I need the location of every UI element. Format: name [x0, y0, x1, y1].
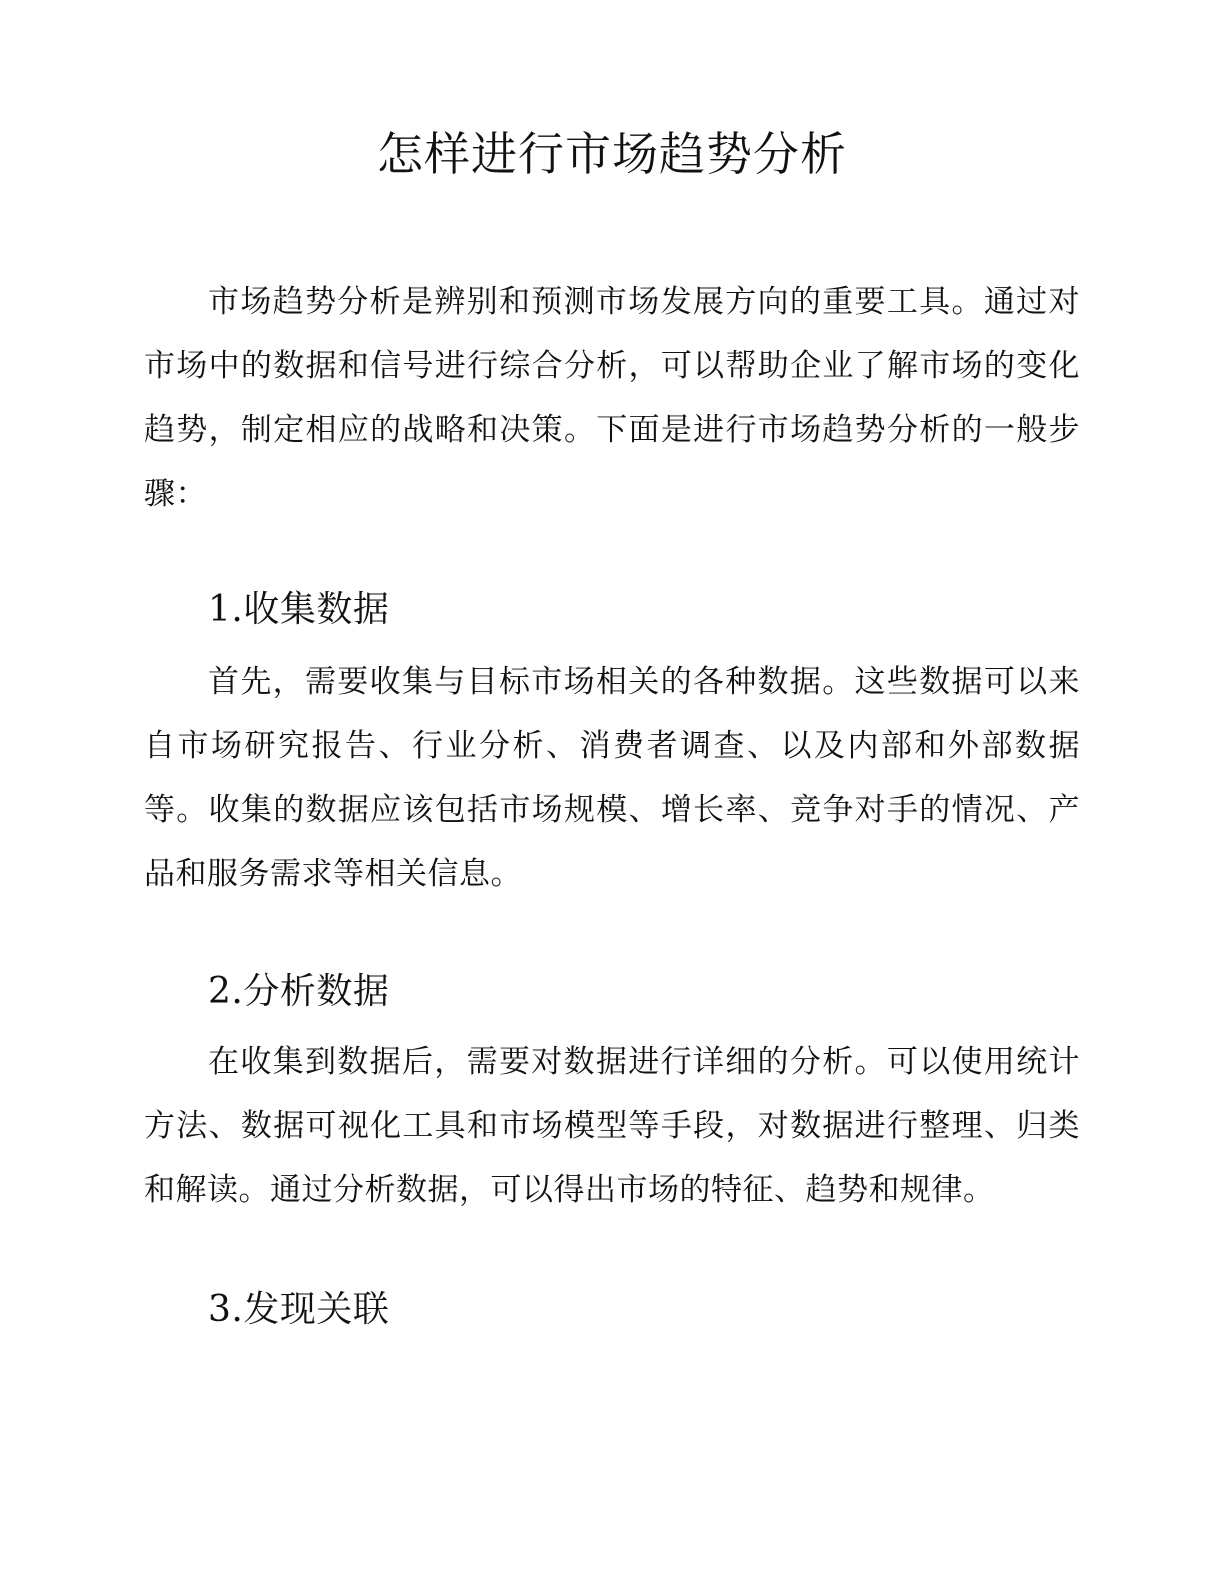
section-body-analyze-data: 在收集到数据后，需要对数据进行详细的分析。可以使用统计方法、数据可视化工具和市场模型等手段，对数据进行整理、归类和解读。通过分析数据，可以得出市场的特征、趋势和规律。 [144, 1044, 1080, 1208]
section-heading-collect-data: 1.收集数据 [208, 589, 390, 630]
section-heading-find-correlations: 3.发现关联 [208, 1289, 390, 1330]
intro-paragraph: 市场趋势分析是辨别和预测市场发展方向的重要工具。通过对市场中的数据和信号进行综合分析，可以帮助企业了解市场的变化趋势，制定相应的战略和决策。下面是进行市场趋势分析的一般步骤： [144, 284, 1080, 512]
document-title: 怎样进行市场趋势分析 [377, 127, 847, 181]
section-heading-analyze-data: 2.分析数据 [208, 971, 390, 1012]
section-body-collect-data: 首先，需要收集与目标市场相关的各种数据。这些数据可以来自市场研究报告、行业分析、消费者调查、以及内部和外部数据等。收集的数据应该包括市场规模、增长率、竞争对手的情况、产品和服务需求等相关信息。 [144, 664, 1080, 892]
